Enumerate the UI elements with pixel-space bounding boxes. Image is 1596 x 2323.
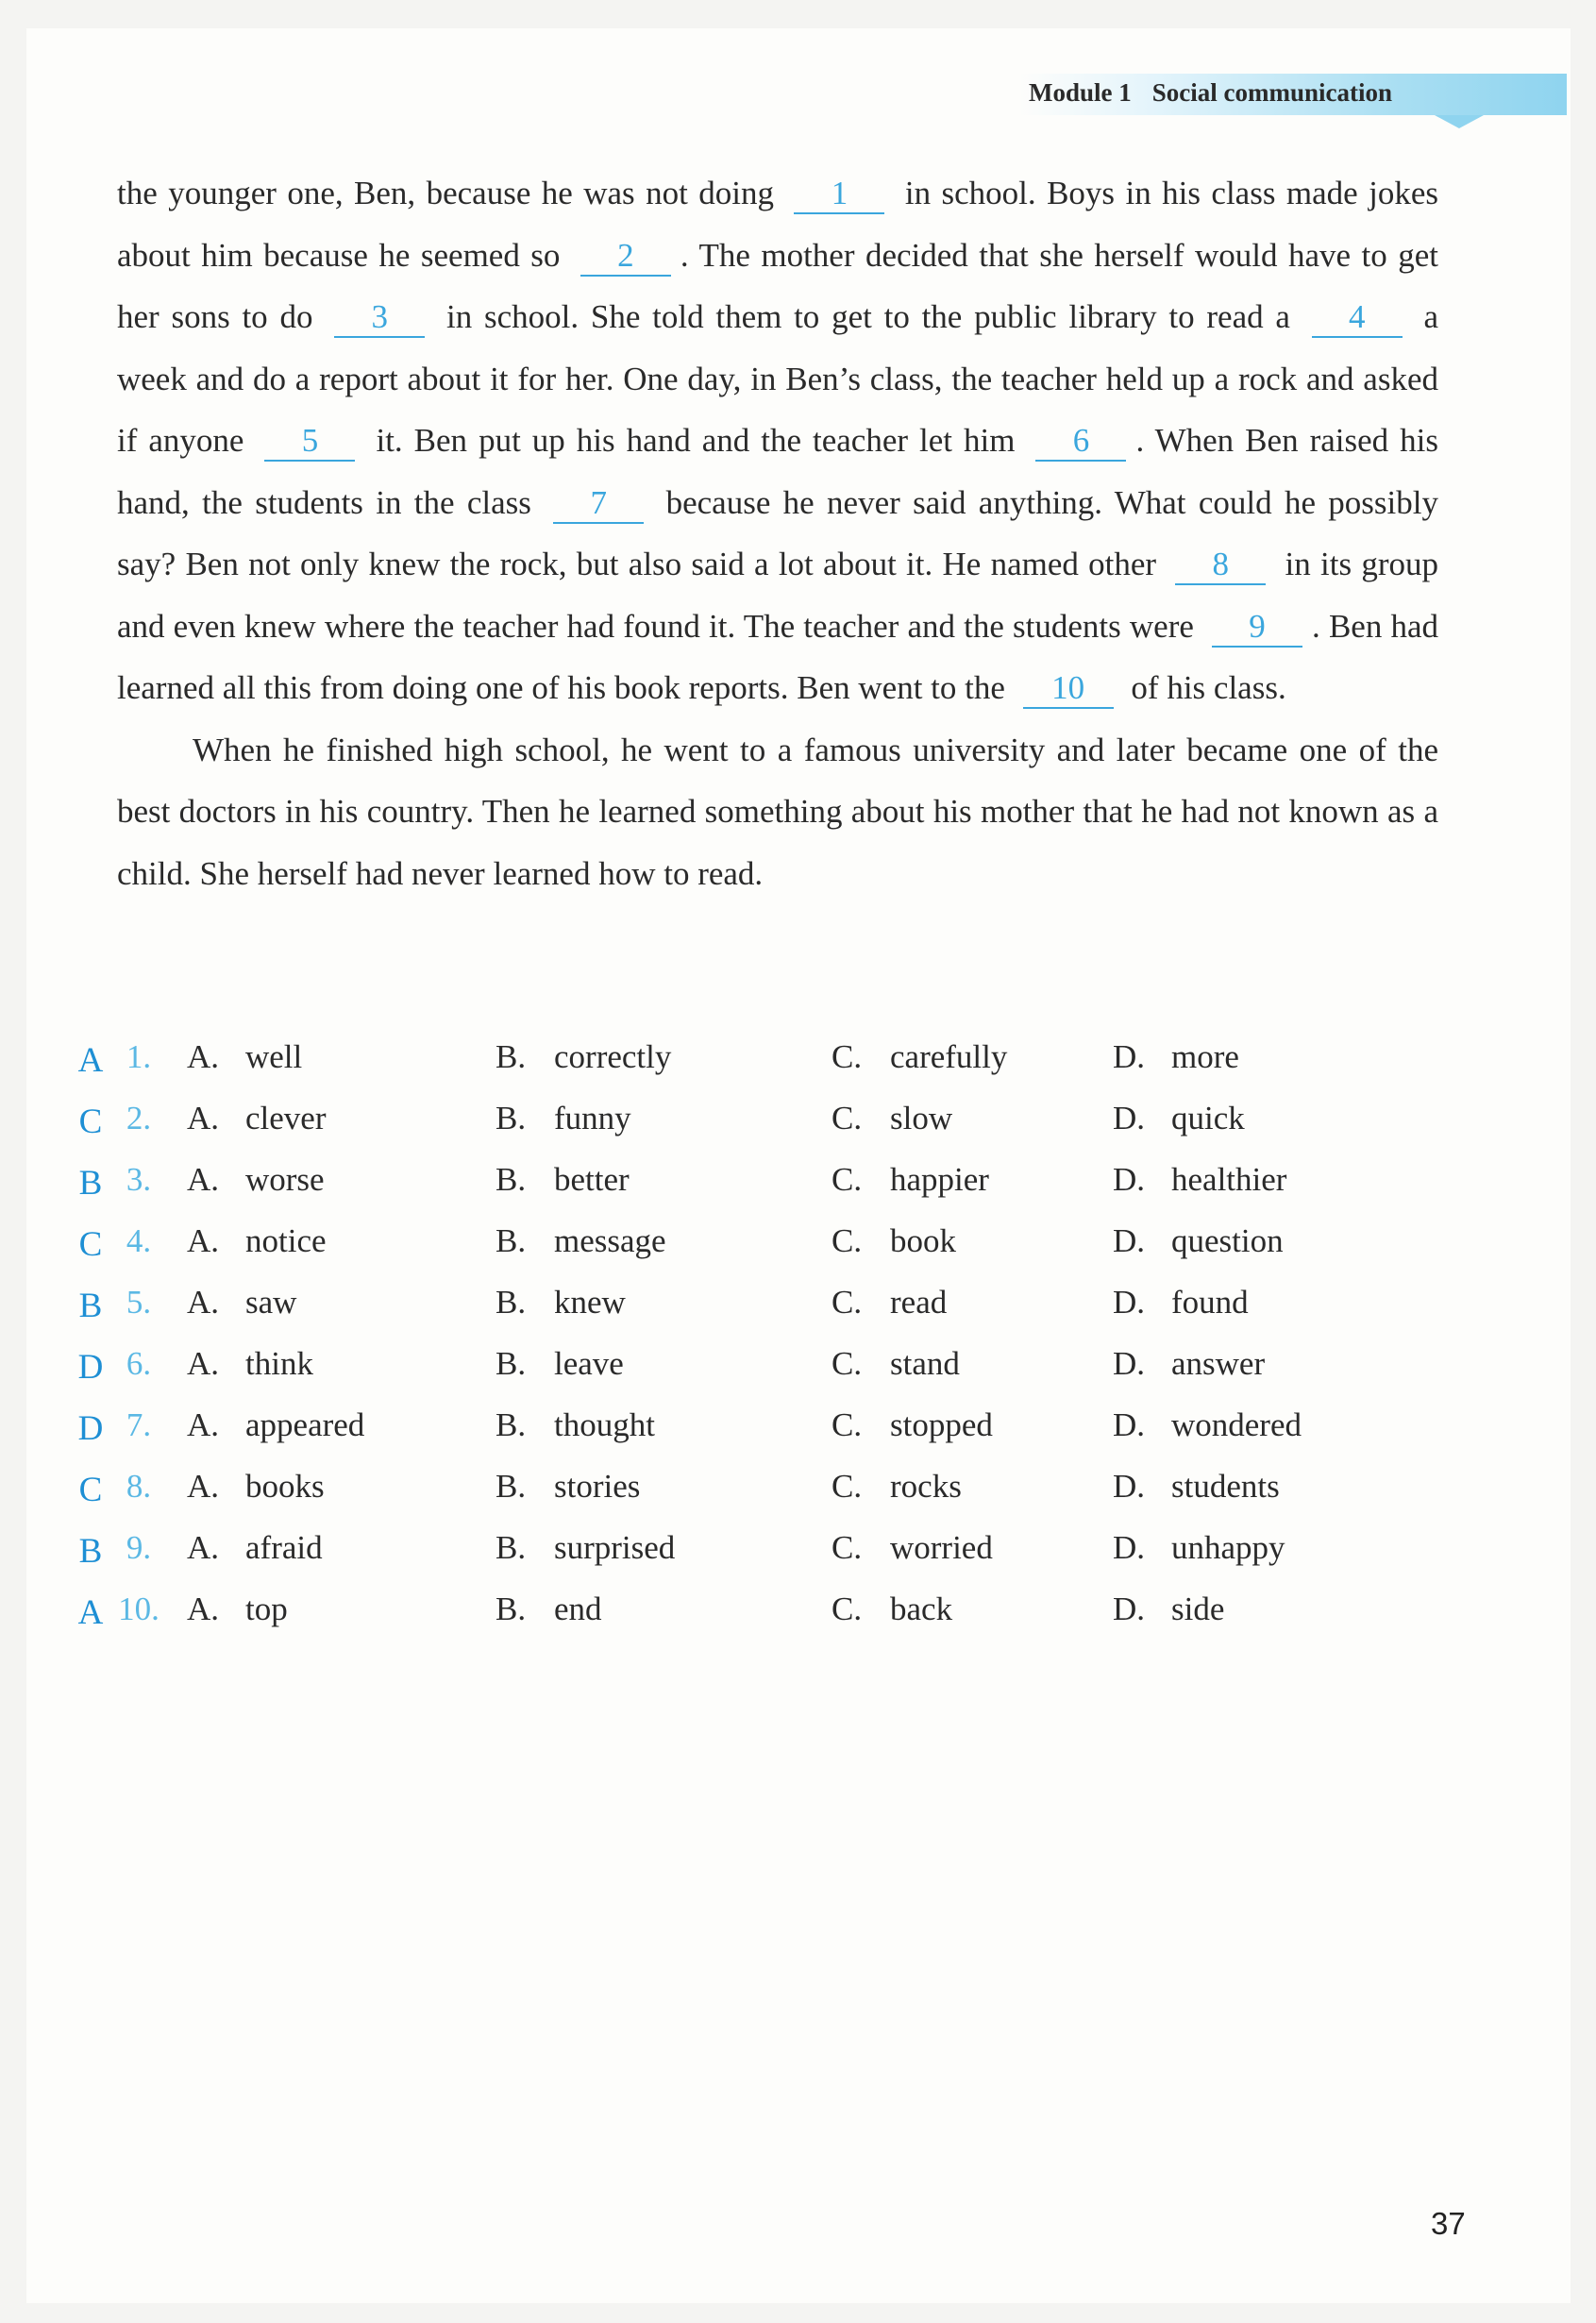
question-number: 6. [126,1345,152,1382]
question-row [72,1394,1487,1456]
option-text: top [245,1591,288,1627]
option-b[interactable] [496,1456,640,1517]
header-title [1029,78,1392,108]
option-letter: D. [1113,1038,1146,1075]
answer-mark: D [77,1409,104,1448]
option-text: end [554,1591,602,1627]
option-text: surprised [554,1529,676,1566]
option-letter: A. [187,1284,220,1321]
question-number: 10. [118,1591,160,1627]
question-number: 3. [126,1161,152,1198]
option-c[interactable] [832,1026,1007,1087]
option-text: stories [554,1468,641,1505]
option-letter: B. [496,1222,527,1259]
question-row [72,1210,1487,1271]
option-letter: C. [832,1345,863,1382]
option-c[interactable] [832,1394,993,1456]
option-b[interactable] [496,1210,666,1271]
option-letter: A. [187,1038,220,1075]
question-row [72,1149,1487,1210]
blank-10: 10 [1023,669,1114,709]
option-letter: D. [1113,1345,1146,1382]
passage-text: it. Ben put up his hand and the teacher let him [364,422,1027,459]
blank-4: 4 [1312,298,1403,338]
option-text: stopped [890,1406,993,1443]
option-text: appeared [245,1406,365,1443]
question-number: 1. [126,1038,152,1075]
option-d[interactable] [1113,1578,1224,1640]
option-d[interactable] [1113,1394,1302,1456]
option-c[interactable] [832,1578,952,1640]
option-text: side [1171,1591,1225,1627]
option-text: back [890,1591,953,1627]
option-text: answer [1171,1345,1266,1382]
option-d[interactable] [1113,1517,1285,1578]
option-d[interactable] [1113,1087,1245,1149]
passage-text: because he never said anything. What could he possibly say? Ben not only knew the rock, but also said a lot about it. He named other [117,483,1438,582]
option-letter: C. [832,1161,863,1198]
option-letter: B. [496,1591,527,1627]
question-row [72,1087,1487,1149]
question-row [72,1333,1487,1394]
option-d[interactable] [1113,1456,1280,1517]
option-letter: B. [496,1345,527,1382]
option-text: quick [1171,1100,1245,1136]
option-letter: A. [187,1161,220,1198]
option-letter: C. [832,1222,863,1259]
option-b[interactable] [496,1333,624,1394]
option-letter: C. [832,1591,863,1627]
option-text: carefully [890,1038,1008,1075]
passage-text: a week and do a report about it for her. One day, in Ben’s class, the teacher held up a rock and asked if anyone [117,298,1439,459]
option-text: found [1171,1284,1249,1321]
answer-mark: C [78,1471,103,1509]
option-letter: D. [1113,1161,1146,1198]
option-letter: A. [187,1222,220,1259]
option-a[interactable] [187,1394,364,1456]
option-b[interactable] [496,1271,626,1333]
option-text: notice [245,1222,327,1259]
passage-text: . The mother decided that she herself would have to get her sons to do [117,236,1438,335]
option-text: stand [890,1345,960,1382]
option-letter: C. [832,1038,863,1075]
option-text: slow [890,1100,953,1136]
blank-5: 5 [264,422,355,462]
option-letter: C. [832,1406,863,1443]
option-d[interactable] [1113,1210,1284,1271]
option-letter: B. [496,1468,527,1505]
option-d[interactable] [1113,1333,1265,1394]
option-letter: B. [496,1100,527,1136]
option-letter: A. [187,1468,220,1505]
option-text: leave [554,1345,624,1382]
option-letter: D. [1113,1284,1146,1321]
option-c[interactable] [832,1087,952,1149]
option-letter: D. [1113,1222,1146,1259]
option-letter: A. [187,1100,220,1136]
answer-mark: B [78,1164,103,1203]
header-arrow-icon [1435,115,1484,128]
option-letter: A. [187,1345,220,1382]
question-row [72,1578,1487,1640]
option-text: healthier [1171,1161,1287,1198]
option-text: message [554,1222,666,1259]
option-c[interactable] [832,1210,956,1271]
option-a[interactable] [187,1456,325,1517]
option-letter: C. [832,1468,863,1505]
option-text: question [1171,1222,1284,1259]
option-text: students [1171,1468,1280,1505]
question-number: 9. [126,1529,152,1566]
blank-1: 1 [794,175,884,214]
passage-text: . Ben had learned all this from doing one of his book reports. Ben went to the [117,607,1438,706]
option-letter: B. [496,1406,527,1443]
answer-mark: B [78,1287,103,1325]
option-a[interactable] [187,1578,288,1640]
question-row [72,1456,1487,1517]
option-text: saw [245,1284,297,1321]
answer-mark: A [77,1041,104,1080]
option-text: well [245,1038,303,1075]
option-d[interactable] [1113,1149,1286,1210]
option-c[interactable] [832,1456,962,1517]
option-text: unhappy [1171,1529,1285,1566]
option-text: afraid [245,1529,323,1566]
option-letter: D. [1113,1100,1146,1136]
option-text: better [554,1161,630,1198]
answer-mark: C [78,1103,103,1141]
blank-7: 7 [553,484,644,524]
passage-text: of his class. [1122,669,1286,706]
option-c[interactable] [832,1333,960,1394]
question-number: 2. [126,1100,152,1136]
option-letter: D. [1113,1591,1146,1627]
module-title: Social communication [1151,78,1393,107]
option-text: wondered [1171,1406,1302,1443]
option-b[interactable] [496,1394,655,1456]
option-b[interactable] [496,1087,631,1149]
option-text: thought [554,1406,655,1443]
option-b[interactable] [496,1149,630,1210]
option-letter: C. [832,1529,863,1566]
passage [117,162,1438,904]
answer-mark: C [78,1225,103,1264]
option-c[interactable] [832,1517,993,1578]
option-a[interactable] [187,1271,296,1333]
option-letter: C. [832,1100,863,1136]
passage-text: in its group and even knew where the teacher had found it. The teacher and the students were [117,546,1439,645]
option-letter: A. [187,1591,220,1627]
question-number: 4. [126,1222,152,1259]
module-label: Module 1 [1029,78,1132,107]
option-text: book [890,1222,956,1259]
answer-mark: D [77,1348,104,1387]
option-letter: B. [496,1038,527,1075]
option-text: more [1171,1038,1239,1075]
passage-paragraph-1 [117,162,1438,719]
option-letter: D. [1113,1529,1146,1566]
answer-mark: B [78,1532,103,1571]
option-letter: B. [496,1161,527,1198]
passage-text: the younger one, Ben, because he was not doing [117,175,785,211]
blank-6: 6 [1035,422,1126,462]
answer-mark: A [77,1593,104,1632]
option-text: think [245,1345,313,1382]
blank-8: 8 [1175,546,1266,585]
option-d[interactable] [1113,1026,1239,1087]
option-letter: C. [832,1284,863,1321]
passage-text: . When Ben raised his hand, the students in the class [117,422,1438,521]
option-text: worried [890,1529,993,1566]
option-text: happier [890,1161,989,1198]
option-letter: D. [1113,1406,1146,1443]
option-c[interactable] [832,1149,989,1210]
question-row [72,1517,1487,1578]
option-b[interactable] [496,1517,675,1578]
option-letter: D. [1113,1468,1146,1505]
option-text: read [890,1284,948,1321]
option-letter: B. [496,1529,527,1566]
option-a[interactable] [187,1333,313,1394]
option-c[interactable] [832,1271,947,1333]
option-letter: A. [187,1529,220,1566]
module-header [1019,74,1567,126]
option-a[interactable] [187,1026,302,1087]
question-row [72,1271,1487,1333]
option-a[interactable] [187,1149,325,1210]
blank-9: 9 [1212,608,1302,648]
option-a[interactable] [187,1517,323,1578]
question-row [72,1026,1487,1087]
option-text: rocks [890,1468,962,1505]
passage-text: in school. She told them to get to the public library to read a [434,298,1302,335]
option-text: knew [554,1284,626,1321]
blank-2: 2 [580,237,671,277]
option-letter: A. [187,1406,220,1443]
option-text: correctly [554,1038,672,1075]
question-number: 8. [126,1468,152,1505]
option-a[interactable] [187,1087,326,1149]
option-text: funny [554,1100,631,1136]
page-number: 37 [1431,2206,1466,2241]
question-number: 5. [126,1284,152,1321]
option-text: worse [245,1161,325,1198]
blank-3: 3 [334,298,425,338]
options-list [72,1026,1487,1640]
option-b[interactable] [496,1578,602,1640]
option-a[interactable] [187,1210,327,1271]
option-d[interactable] [1113,1271,1249,1333]
question-number: 7. [126,1406,152,1443]
option-b[interactable] [496,1026,671,1087]
passage-paragraph-2: When he finished high school, he went to a famous university and later became one of the best doctors in his country. Then he learned something about his mother that he had not known as a child. She herself had never learned how to read. [117,731,1438,892]
option-letter: B. [496,1284,527,1321]
option-text: clever [245,1100,327,1136]
option-text: books [245,1468,325,1505]
passage-text: in school. Boys in his class made jokes about him because he seemed so [117,175,1438,274]
